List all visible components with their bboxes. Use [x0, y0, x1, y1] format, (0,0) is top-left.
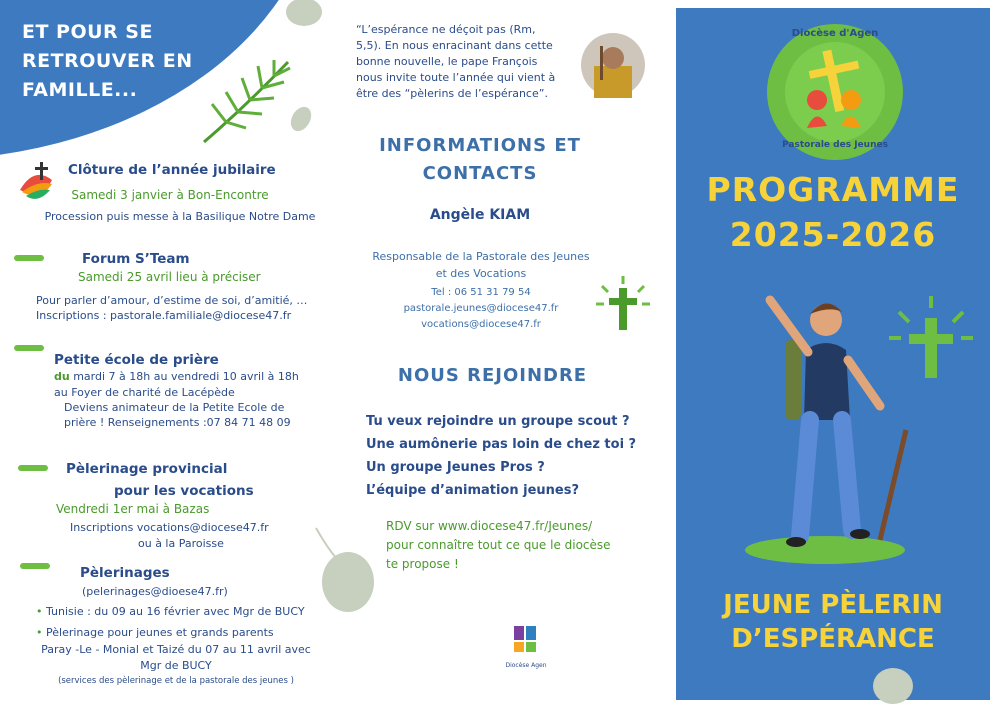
list-item — [36, 626, 274, 639]
green-dash — [18, 465, 48, 471]
event-date-text: mardi 7 à 18h au vendredi 10 avril à 18h — [69, 370, 299, 383]
info-title-line: CONTACTS — [422, 163, 538, 184]
info-title-line: INFORMATIONS ET — [379, 135, 581, 156]
diocese-small-logo-icon — [506, 624, 548, 662]
contact-phone: Tel : 06 51 31 79 54 — [431, 287, 531, 298]
quote — [356, 22, 574, 102]
contact-role-line: Responsable de la Pastorale des Jeunes — [372, 250, 590, 263]
join-rdv — [386, 517, 646, 574]
leaf-icon — [868, 660, 918, 706]
quote-line: bonne nouvelle, le pape François — [356, 55, 538, 68]
list-item — [36, 605, 305, 618]
event-title: Petite école de prière — [54, 352, 219, 368]
event-desc: Pour parler d’amour, d’estime de soi, d’amitié, … — [36, 294, 308, 307]
green-dash — [20, 563, 50, 569]
header-line: ET POUR SE — [22, 21, 153, 43]
cross-icon — [592, 276, 654, 334]
green-dash — [14, 255, 44, 261]
contact-email[interactable]: vocations@diocese47.fr — [421, 319, 541, 330]
event-date — [54, 370, 299, 383]
tagline-line: JEUNE PÈLERIN — [723, 590, 943, 620]
join-title: NOUS REJOINDRE — [397, 365, 588, 386]
event-title: Forum S’Team — [82, 251, 190, 267]
tagline — [676, 588, 990, 656]
event-title: Pèlerinage provincial — [66, 461, 228, 477]
join-rdv-line: pour connaître tout ce que le diocèse — [386, 538, 611, 552]
contact-role — [350, 248, 612, 282]
event-date-prefix: du — [54, 370, 70, 383]
join-question: L’équipe d’animation jeunes? — [366, 483, 580, 498]
quote-line: nous invite toute l’année qui vient à — [356, 71, 556, 84]
contact-role-line: et des Vocations — [435, 267, 527, 280]
header-line: FAMILLE... — [22, 79, 138, 101]
event-desc: Inscriptions : pastorale.familiale@diocese47.fr — [36, 309, 292, 322]
list-item-text: Tunisie : du 09 au 16 février avec Mgr de BUCY — [46, 605, 305, 618]
info-title — [360, 132, 600, 188]
cross-icon — [885, 292, 977, 384]
tagline-line: D’ESPÉRANCE — [731, 624, 935, 654]
event-desc: ou à la Paroisse — [138, 537, 224, 550]
event-desc: Deviens animateur de la Petite Ecole de — [64, 401, 285, 414]
footer-logo-text: Diocèse Agen — [505, 662, 547, 669]
program-line: 2025-2026 — [729, 215, 937, 254]
join-question: Une aumônerie pas loin de chez toi ? — [366, 437, 637, 452]
program-title — [676, 170, 990, 254]
join-question: Tu veux rejoindre un groupe scout ? — [366, 414, 630, 429]
event-desc: Inscriptions vocations@diocese47.fr — [70, 521, 269, 534]
event-place: au Foyer de charité de Lacépède — [54, 386, 235, 399]
join-questions — [366, 410, 656, 502]
event-title: Pèlerinages — [80, 565, 170, 581]
event-desc: prière ! Renseignements :07 84 71 48 09 — [64, 416, 291, 429]
green-dash — [14, 345, 44, 351]
contact-details — [350, 285, 612, 333]
event-date: Samedi 3 janvier à Bon-Encontre — [71, 188, 269, 202]
logo-top-text: Diocèse d'Agen — [791, 28, 879, 39]
event-desc: Mgr de BUCY — [140, 659, 212, 672]
quote-line: 5,5). En nous enracinant dans cette — [356, 39, 553, 52]
leaf-icon — [286, 104, 316, 134]
contact-name: Angèle KIAM — [429, 207, 531, 223]
header-line: RETROUVER EN — [22, 50, 193, 72]
bullet: • — [36, 605, 43, 618]
quote-line: être des “pèlerins de l’espérance”. — [356, 87, 548, 100]
bullet: • — [36, 626, 43, 639]
leaf-icon — [312, 526, 378, 614]
event-desc: Paray -Le - Monial et Taizé du 07 au 11 avril avec — [41, 643, 311, 656]
quote-line: “L’espérance ne déçoit pas (Rm, — [356, 23, 536, 36]
leaf-icon — [282, 0, 328, 34]
event-title: pour les vocations — [114, 483, 254, 499]
palm-leaf-icon — [196, 56, 296, 146]
pope-photo — [580, 32, 646, 98]
join-rdv-link[interactable]: RDV sur www.diocese47.fr/Jeunes/ — [386, 519, 593, 533]
event-date: Samedi 25 avril lieu à préciser — [78, 270, 261, 284]
contact-email[interactable]: pastorale.jeunes@diocese47.fr — [403, 303, 559, 314]
logo-bottom-text: Pastorale des Jeunes — [782, 140, 888, 150]
event-note: (services des pèlerinage et de la pastorale des jeunes ) — [58, 676, 294, 686]
join-rdv-line: te propose ! — [386, 557, 459, 571]
event-date: Vendredi 1er mai à Bazas — [56, 502, 210, 516]
program-line: PROGRAMME — [706, 170, 960, 209]
event-desc: Procession puis messe à la Basilique Notre Dame — [44, 210, 316, 223]
join-question: Un groupe Jeunes Pros ? — [366, 460, 545, 475]
event-title: Clôture de l’année jubilaire — [68, 162, 276, 178]
list-item-text: Pèlerinage pour jeunes et grands parents — [46, 626, 274, 639]
event-contact: (pelerinages@dioese47.fr) — [82, 585, 228, 598]
